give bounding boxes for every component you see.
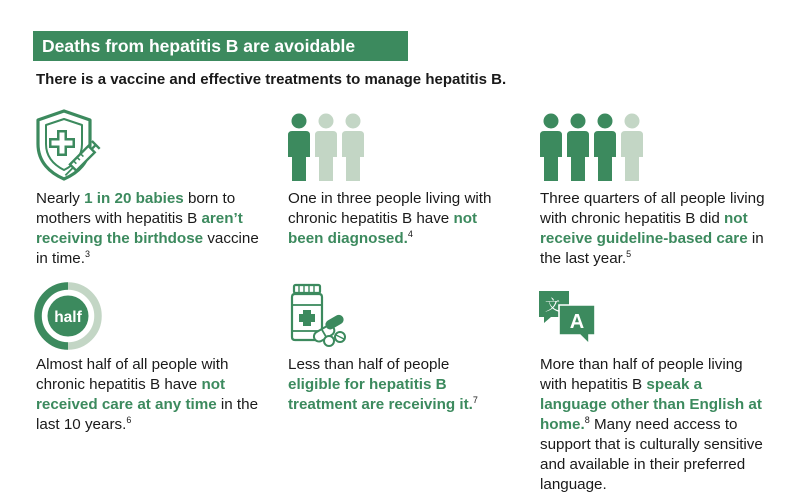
person-icon [315,114,337,182]
stat-text: One in three people living with chronic hepatitis B have [288,190,492,227]
section-subtitle: There is a vaccine and effective treatments to manage hepatitis B. [36,71,507,88]
medicine-bottle-pills-icon [287,283,347,349]
three-people-one-of-three-icon [288,113,370,181]
person-icon [621,114,643,182]
person-icon [342,114,364,182]
stat-highlight: not been diagnosed. [288,210,478,247]
person-highlighted-icon [540,114,562,182]
stat-text: Three quarters of all people living with chronic hepatitis B did [540,190,765,227]
person-highlighted-icon [288,114,310,182]
person-highlighted-icon [594,114,616,182]
stat-text: More than half of people living with hepatitis B [540,356,743,393]
stat-text: Many need access to support that is culturally sensitive and available in their preferred language. [540,416,763,493]
person-highlighted-icon [567,114,589,182]
translate-language-icon [539,291,597,347]
translate-glyph-latin: A [569,311,585,333]
stat-text: born to mothers with hepatitis B [36,190,236,227]
stat-treatment-eligible [288,355,480,415]
footnote-ref: 7 [472,394,478,405]
shield-syringe-icon [34,108,104,182]
stat-text: Almost half of all people with chronic hepatitis B have [36,356,229,393]
stat-highlight: not receive guideline-based care [540,210,748,247]
footnote-ref: 5 [626,248,632,259]
four-people-three-of-four-icon [540,113,646,181]
stat-not-diagnosed [288,189,513,249]
stat-highlight: aren’t receiving the birthdose [36,210,243,247]
stat-text: in the last 10 years. [36,396,259,433]
stat-birthdose-vaccine [36,189,274,269]
footnote-ref: 4 [407,228,413,239]
half-donut-icon [34,282,102,350]
stat-highlight: eligible for hepatitis B treatment are receiving it. [288,376,473,413]
stat-guideline-care [540,189,766,269]
stat-highlight: speak a language other than English at home. [540,376,762,433]
stat-no-care-10-years [36,355,266,435]
footnote-ref: 3 [84,248,90,259]
stat-text: in the last year. [540,230,764,267]
stat-text: Nearly [36,190,85,207]
section-title: Deaths from hepatitis B are avoidable [33,31,408,61]
stat-language [540,355,772,495]
half-label: half [54,309,82,326]
stat-text: vaccine in time. [36,230,259,267]
translate-glyph-chinese: 文 [544,296,561,314]
footnote-ref: 8 [584,414,590,425]
stat-highlight: 1 in 20 babies [84,190,184,207]
footnote-ref: 6 [126,414,132,425]
stat-text: Less than half of people [288,356,450,373]
stat-highlight: not received care at any time [36,376,226,413]
